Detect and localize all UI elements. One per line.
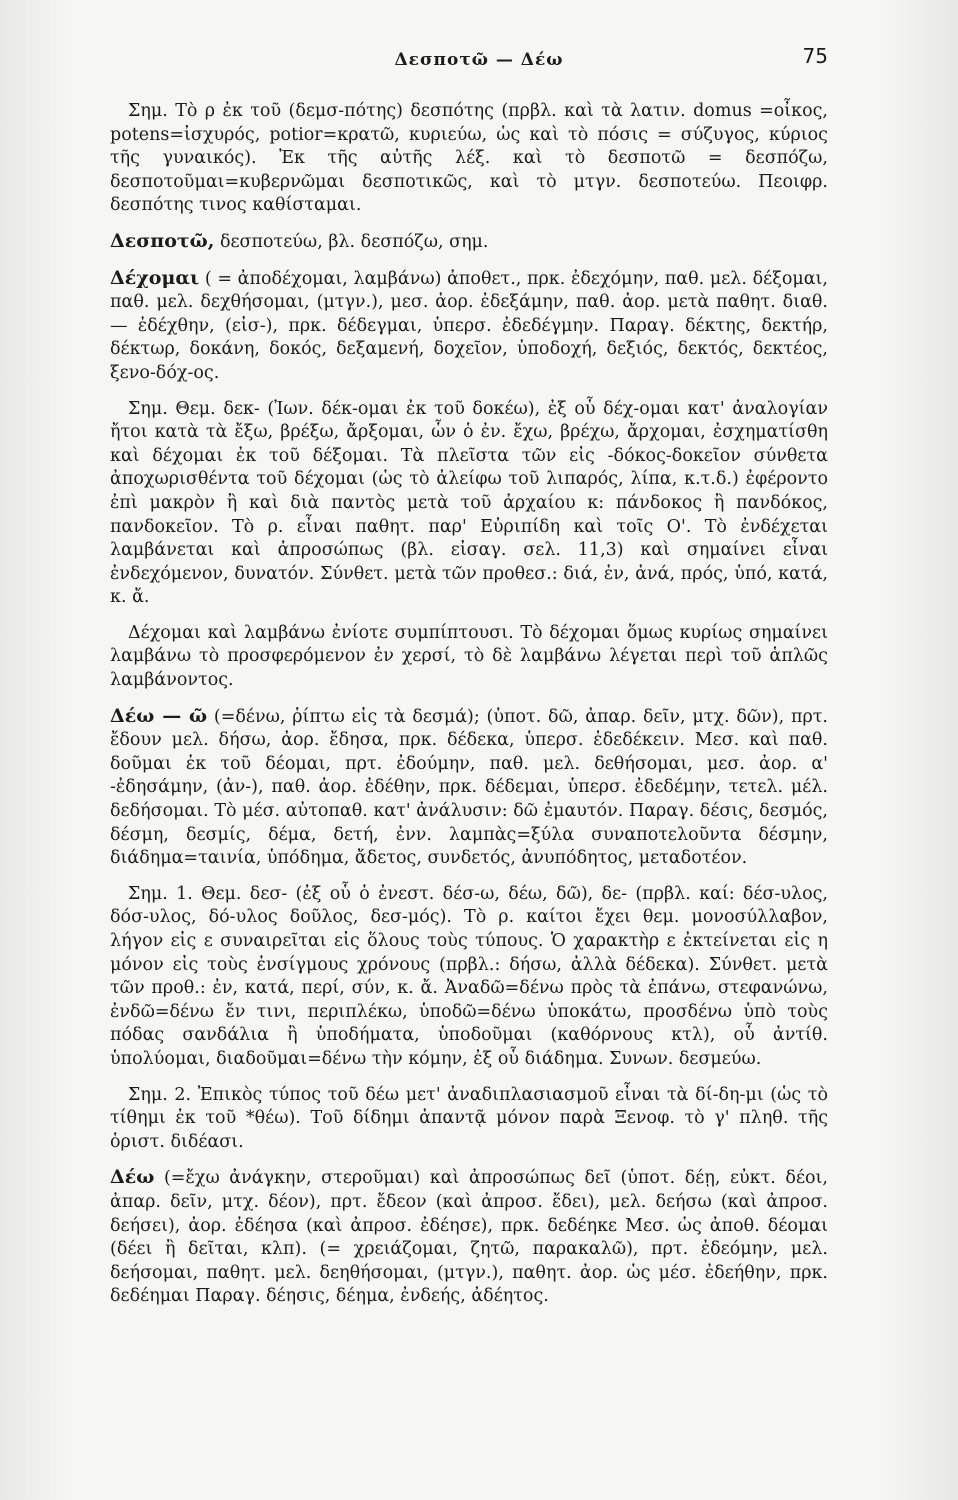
entry-headword: Δέω [110,1166,155,1189]
entry-text: (=δένω, ῥίπτω εἰς τὰ δεσμά); (ὑποτ. δῶ, ἀπαρ. δεῖν, μτχ. δῶν), πρτ. ἔδουν μελ. δήσω, ἀορ. ἔδησα, πρκ. δέδεκα, ὑπερσ. ἐδεδέκειν. Μεσ. καὶ παθ. δοῦμαι ἐκ τοῦ δέομαι, πρτ. ἐδούμην, παθ. μελ. δεθήσομαι, μεσ. ἀορ. α' -ἐδησάμην, (ἀν-), παθ. ἀορ. ἐδέθην, πρκ. δέδεμαι, ὑπερσ. ἐδεδέμην, τετελ. μέλ. δεδήσομαι. Τὸ μέσ. αὐτοπαθ. κατ' ἀνάλυσιν: δῶ ἐμαυτόν. Παραγ. δέσις, δεσμός, δέσμη, δεσμίς, δέμα, δετή, ἐνν. λαμπὰς=ξύλα συναποτελοῦντα δέσμην, διάδημα=ταινία, ὑπόδημα, ἄδετος, συνδετός, ἀνυπόδητος, μεταδοτέον. [110,706,828,869]
entry-deo-bind [110,705,828,871]
note-deo-2 [110,1084,828,1155]
entry-text: (=ἔχω ἀνάγκην, στεροῦμαι) καὶ ἀπροσώπως δεῖ (ὑποτ. δέῃ, εὐκτ. δέοι, ἀπαρ. δεῖν, μτχ. δέον), πρτ. ἔδεον (καὶ ἀπροσ. ἔδει), μελ. δεήσω (καὶ ἀπροσ. δεήσει), ἀορ. ἐδέησα (καὶ ἀπροσ. ἐδέησε), πρκ. δεδέηκε Μεσ. ὡς ἀποθ. δέομαι (δέει ἢ δεῖται, κλπ). (= χρειάζομαι, ζητῶ, παρακαλῶ), πρτ. ἐδεόμην, μελ. δεήσομαι, παθητ. μελ. δεηθήσομαι, (μτγν.), παθητ. ἀορ. ὡς μέσ. ἐδεήθην, πρκ. δεδέημαι Παραγ. δέησις, δέημα, ἐνδεής, ἀδέητος. [110,1168,828,1307]
entry-text: ( = ἀποδέχομαι, λαμβάνω) ἀποθετ., πρκ. ἐδεχόμην, παθ. μελ. δέξομαι, παθ. μελ. δεχθήσομαι, (μτγν.), μεσ. ἀορ. ἐδεξάμην, παθ. ἀορ. μετὰ παθητ. διαθ. — ἐδέχθην, (εἰσ-), πρκ. δέδεγμαι, ὑπερσ. ἐδεδέγμην. Παραγ. δέκτης, δεκτήρ, δέκτωρ, δοκάνη, δοκός, δεξαμενή, δοχεῖον, ὑποδοχή, δεξιός, δεκτός, δεκτέος, ξενο-δόχ-ος. [110,268,828,383]
note-deo-1 [110,883,828,1072]
paragraph-text: Σημ. 1. Θεμ. δεσ- (ἐξ οὗ ὁ ἐνεστ. δέσ-ω, δέω, δῶ), δε- (πρβλ. καί: δέσ-υλος, δόσ-υλος, δό-υλος δοῦλος, δεσ-μός). Τὸ ρ. καίτοι ἔχει θεμ. μονοσύλλαβον, λήγον εἰς ε συναιρεῖται εἰς ὅλους τοὺς τύπους. Ὁ χαρακτὴρ ε ἐκτείνεται εἰς η μόνον εἰς τοὺς ἐνσίγμους χρόνους (πρβλ.: δήσω, ἀλλὰ δέδεκα). Σύνθετ. μετὰ τῶν προθ.: ἐν, κατά, περί, σύν, κ. ἄ. Ἀναδῶ=δένω πρὸς τὰ ἐπάνω, στεφανώνω, ἐνδῶ=δένω ἔν τινι, περιπλέκω, ὑποδῶ=δένω ὑποκάτω, προσδένω ὑπὸ τοὺς πόδας σανδάλια ἢ ὑποδήματα, ὑποδοῦμαι (καθόρνους κτλ), οὗ ἀντίθ. ὑπολύομαι, διαδοῦμαι=δένω τὴν κόμην, ἐξ οὗ διάδημα. Συνων. δεσμεύω. [110,883,828,1069]
paragraph-text: Δέχομαι καὶ λαμβάνω ἐνίοτε συμπίπτουσι. Τὸ δέχομαι ὅμως κυρίως σημαίνει λαμβάνω τὸ προσφερόμενον ἐν χερσί, τὸ δὲ λαμβάνω λέγεται περὶ τοῦ ἁπλῶς λαμβάνοντος. [110,622,828,691]
entry-headword: Δεσποτῶ, [110,229,215,252]
entry-dechomai [110,267,828,386]
entry-headword: Δέχομαι [110,266,200,289]
note-despotes [110,100,828,218]
running-head: Δεσποτῶ — Δέω [394,50,564,70]
note-dechomai-lambano [110,622,828,693]
page-body [110,100,828,1321]
page-number: 75 [802,44,828,68]
entry-deo-need [110,1166,828,1309]
entry-despoto [110,230,828,255]
paragraph-text: Σημ. Τὸ ρ ἐκ τοῦ (δεμσ-πότης) δεσπότης (πρβλ. καὶ τὰ λατιν. domus =οἶκος, potens=ἰσχυρός, potior=κρατῶ, κυριεύω, ὡς καὶ τὸ πόσις = σύζυγος, κύριος τῆς γυναικός). Ἐκ τῆς αὐτῆς λέξ. καὶ τὸ δεσποτῶ = δεσπόζω, δεσποτοῦμαι=κυβερνῶμαι δεσποτικῶς, καὶ τὸ μτγν. δεσποτεύω. Πεοιφρ. δεσπότης τινος καθίσταμαι. [110,101,828,216]
paragraph-text: Σημ. Θεμ. δεκ- (Ἰων. δέκ-ομαι ἐκ τοῦ δοκέω), ἐξ οὗ δέχ-ομαι κατ' ἀναλογίαν ἤτοι κατὰ τὰ ἔξω, βρέξω, ἄρξομαι, ὧν ὁ ἐν. ἔχω, βρέχω, ἄρχομαι, ἐσχηματίσθη καὶ δέχομαι ἐκ τοῦ δέξομαι. Τὰ πλεῖστα τῶν εἰς -δόκος-δοκεῖον σύνθετα ἀποχωρισθέντα τοῦ δέχομαι (ὡς τὸ ἀλείφω τοῦ λιπαρός, λίπα, κ.τ.δ.) ἐφέροντο ἐπὶ μακρὸν ἢ καὶ διὰ παντὸς μετὰ τοῦ ἀρχαίου κ: πάνδοκος ἢ πανδόκος, πανδοκεῖον. Τὸ ρ. εἶναι παθητ. παρ' Εὐριπίδη καὶ τοῖς Ο'. Τὸ ἐνδέχεται λαμβάνεται καὶ ἀπροσώπως (βλ. εἰσαγ. σελ. 11,3) καὶ σημαίνει εἶναι ἐνδεχόμενον, δυνατόν. Σύνθετ. μετὰ τῶν προθεσ.: διά, ἐν, ἀνά, πρός, ὑπό, κατά, κ. ἄ. [110,398,828,608]
paragraph-text: Σημ. 2. Ἐπικὸς τύπος τοῦ δέω μετ' ἀναδιπλασιασμοῦ εἶναι τὰ δί-δη-μι (ὡς τὸ τίθημι ἐκ τοῦ *θέω). Τοῦ δίδημι ἀπαντᾷ μόνον παρὰ Ξενοφ. τὸ γ' πληθ. τῆς ὁριστ. διδέασι. [110,1084,828,1152]
note-dechomai [110,398,828,610]
entry-text: δεσποτεύω, βλ. δεσπόζω, σημ. [219,231,489,252]
entry-headword: Δέω — ῶ [110,704,208,727]
